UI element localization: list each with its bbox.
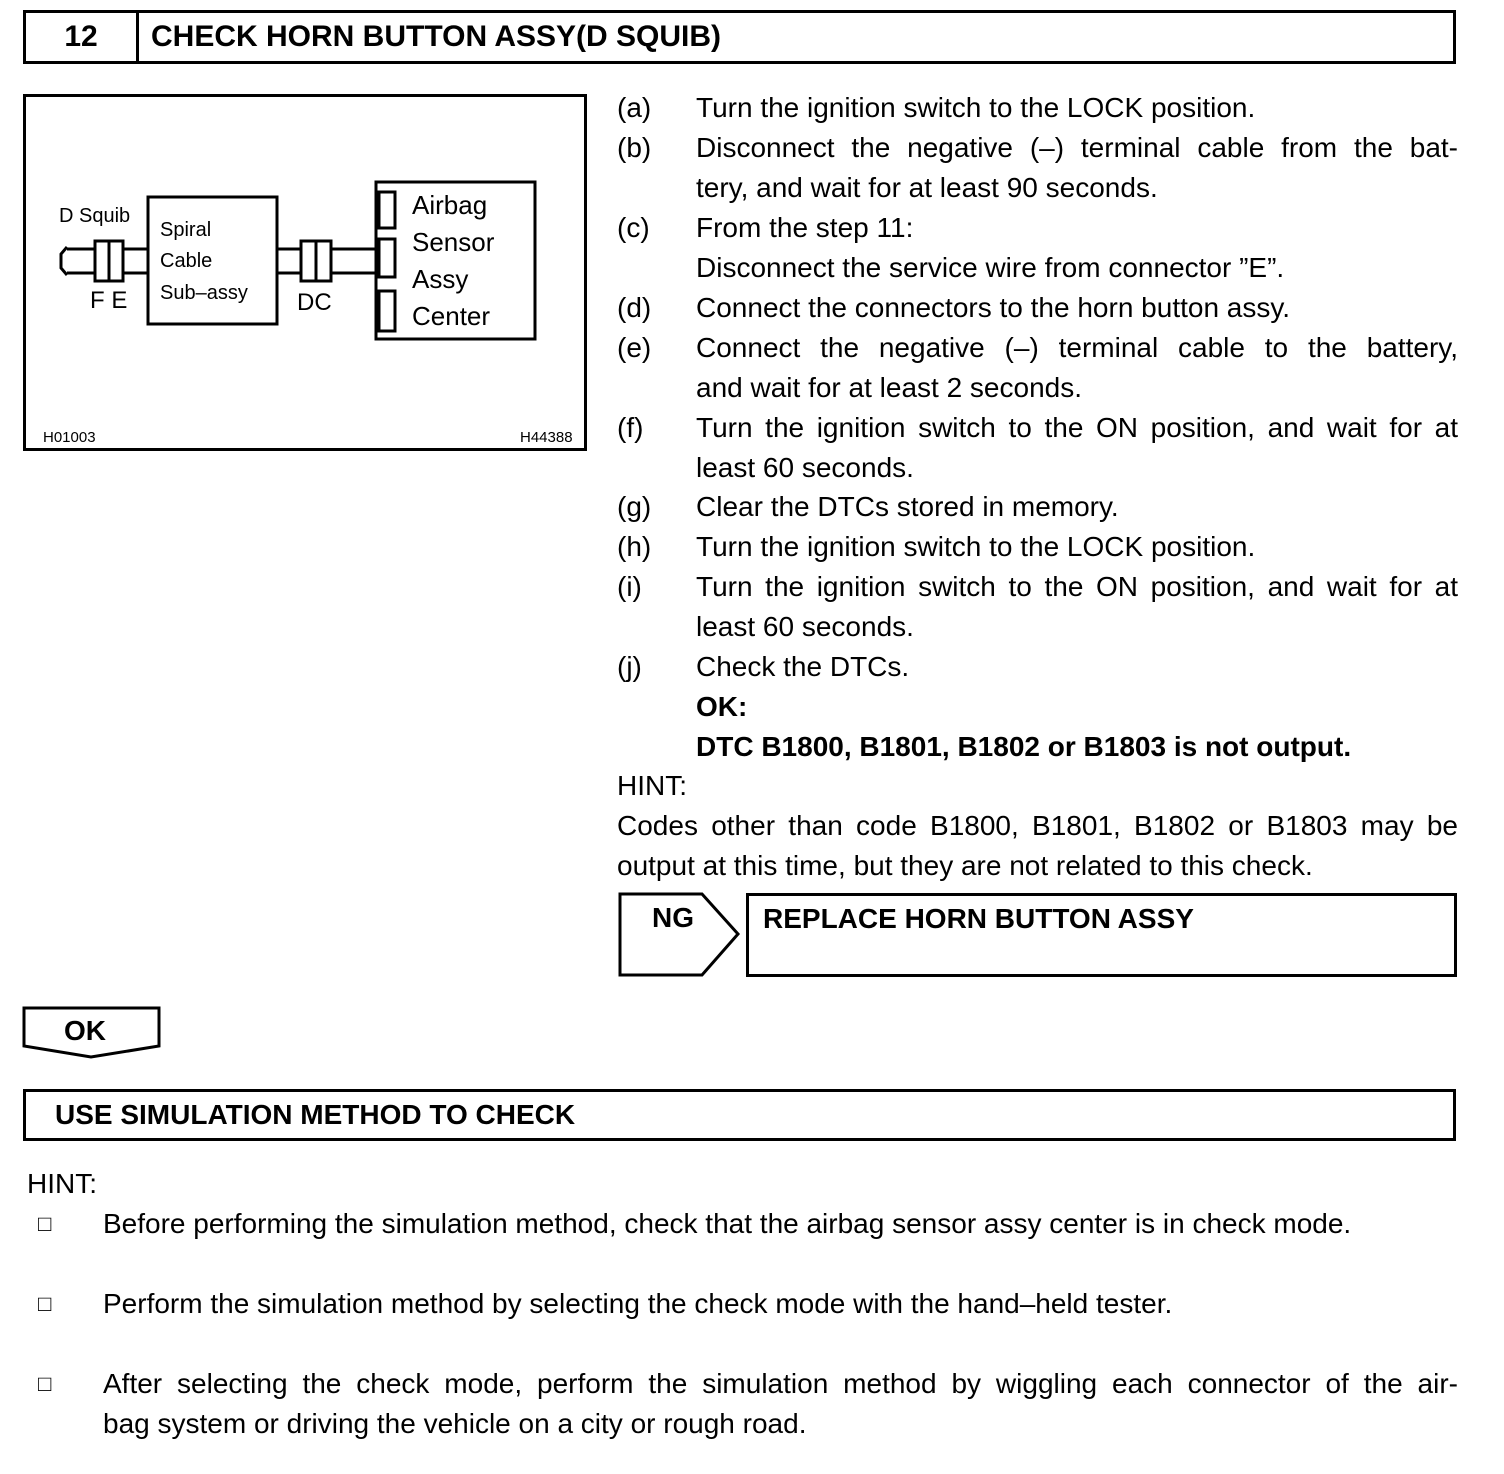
- squib-plug-icon: [61, 247, 67, 275]
- step-f-label: (f): [617, 412, 644, 443]
- step-number-divider: [136, 13, 139, 61]
- step-h-label: (h): [617, 531, 652, 562]
- sensor-terminal-icon: [379, 192, 395, 228]
- bullet-icon: □: [38, 1291, 52, 1316]
- spiral-line-2: Cable: [160, 250, 213, 272]
- connector-c-icon: [316, 241, 331, 281]
- wiring-diagram-lines: [23, 94, 587, 451]
- step-e-line-2: and wait for at least 2 seconds.: [696, 372, 1082, 403]
- ng-action-box: [746, 893, 1457, 977]
- step-b-line-2: tery, and wait for at least 90 seconds.: [696, 172, 1158, 203]
- step-f-line-1: Turn the ignition switch to the ON position, and wait for at: [696, 412, 1458, 443]
- step-b-line-1: Disconnect the negative (–) terminal cable from the bat-: [696, 132, 1458, 163]
- step-a-label: (a): [617, 92, 652, 123]
- label-dc: DC: [297, 289, 332, 316]
- spiral-line-1: Spiral: [160, 219, 212, 241]
- sensor-terminal-icon: [379, 291, 395, 331]
- step-c-line-1: From the step 11:: [696, 212, 914, 243]
- procedure-hint-line-1: Codes other than code B1800, B1801, B1802 or B1803 may be: [617, 810, 1458, 841]
- step-c-label: (c): [617, 212, 650, 243]
- connector-d-icon: [301, 241, 316, 281]
- step-h-line-1: Turn the ignition switch to the LOCK position.: [696, 531, 1256, 562]
- simulation-title: USE SIMULATION METHOD TO CHECK: [55, 1099, 576, 1130]
- diagram-code-left: H01003: [43, 429, 96, 446]
- ok-criteria-text: DTC B1800, B1801, B1802 or B1803 is not output.: [696, 731, 1352, 762]
- simulation-item-3-line-2: bag system or driving the vehicle on a city or rough road.: [103, 1408, 807, 1439]
- connector-e-icon: [109, 241, 123, 281]
- step-i-line-2: least 60 seconds.: [696, 611, 914, 642]
- airbag-line-4: Center: [412, 301, 491, 331]
- airbag-line-1: Airbag: [412, 190, 488, 220]
- step-e-label: (e): [617, 332, 652, 363]
- simulation-hint-label: HINT:: [27, 1168, 97, 1199]
- step-g-label: (g): [617, 491, 652, 522]
- simulation-header: [23, 1089, 1456, 1141]
- step-e-line-1: Connect the negative (–) terminal cable to the battery,: [696, 332, 1458, 363]
- step-j-line-1: Check the DTCs.: [696, 651, 910, 682]
- bullet-icon: □: [38, 1211, 52, 1236]
- ng-action-text: REPLACE HORN BUTTON ASSY: [763, 903, 1194, 934]
- procedure-hint-label: HINT:: [617, 770, 687, 801]
- sensor-terminal-icon: [379, 239, 395, 277]
- wiring-diagram: [23, 94, 587, 451]
- airbag-line-3: Assy: [412, 264, 469, 294]
- spiral-line-3: Sub–assy: [160, 282, 248, 304]
- airbag-line-2: Sensor: [412, 227, 495, 257]
- ng-label: NG: [652, 902, 694, 933]
- diagram-code-right: H44388: [520, 429, 573, 446]
- ok-arrow-label: OK: [64, 1015, 106, 1046]
- label-fe: F E: [90, 287, 128, 314]
- connector-f-icon: [95, 241, 109, 281]
- step-b-label: (b): [617, 132, 652, 163]
- bullet-icon: □: [38, 1371, 52, 1396]
- step-c-line-2: Disconnect the service wire from connector ”E”.: [696, 252, 1285, 283]
- procedure-hint-line-2: output at this time, but they are not related to this check.: [617, 850, 1313, 881]
- step-j-label: (j): [617, 651, 642, 682]
- step-header: [23, 10, 1456, 64]
- simulation-item-1-line-1: Before performing the simulation method, check that the airbag sensor assy center is in check mode.: [103, 1208, 1352, 1239]
- step-i-label: (i): [617, 571, 642, 602]
- ok-criteria-label: OK:: [696, 691, 748, 722]
- step-number: 12: [64, 20, 98, 53]
- simulation-item-3-line-1: After selecting the check mode, perform the simulation method by wiggling each connector of the air-: [103, 1368, 1458, 1399]
- simulation-item-2-line-1: Perform the simulation method by selecting the check mode with the hand–held tester.: [103, 1288, 1173, 1319]
- step-d-line-1: Connect the connectors to the horn button assy.: [696, 292, 1291, 323]
- label-d-squib: D Squib: [59, 205, 131, 227]
- step-a-line-1: Turn the ignition switch to the LOCK position.: [696, 92, 1256, 123]
- step-g-line-1: Clear the DTCs stored in memory.: [696, 491, 1119, 522]
- step-f-line-2: least 60 seconds.: [696, 452, 914, 483]
- step-title: CHECK HORN BUTTON ASSY(D SQUIB): [151, 20, 722, 53]
- step-d-label: (d): [617, 292, 652, 323]
- step-i-line-1: Turn the ignition switch to the ON position, and wait for at: [696, 571, 1458, 602]
